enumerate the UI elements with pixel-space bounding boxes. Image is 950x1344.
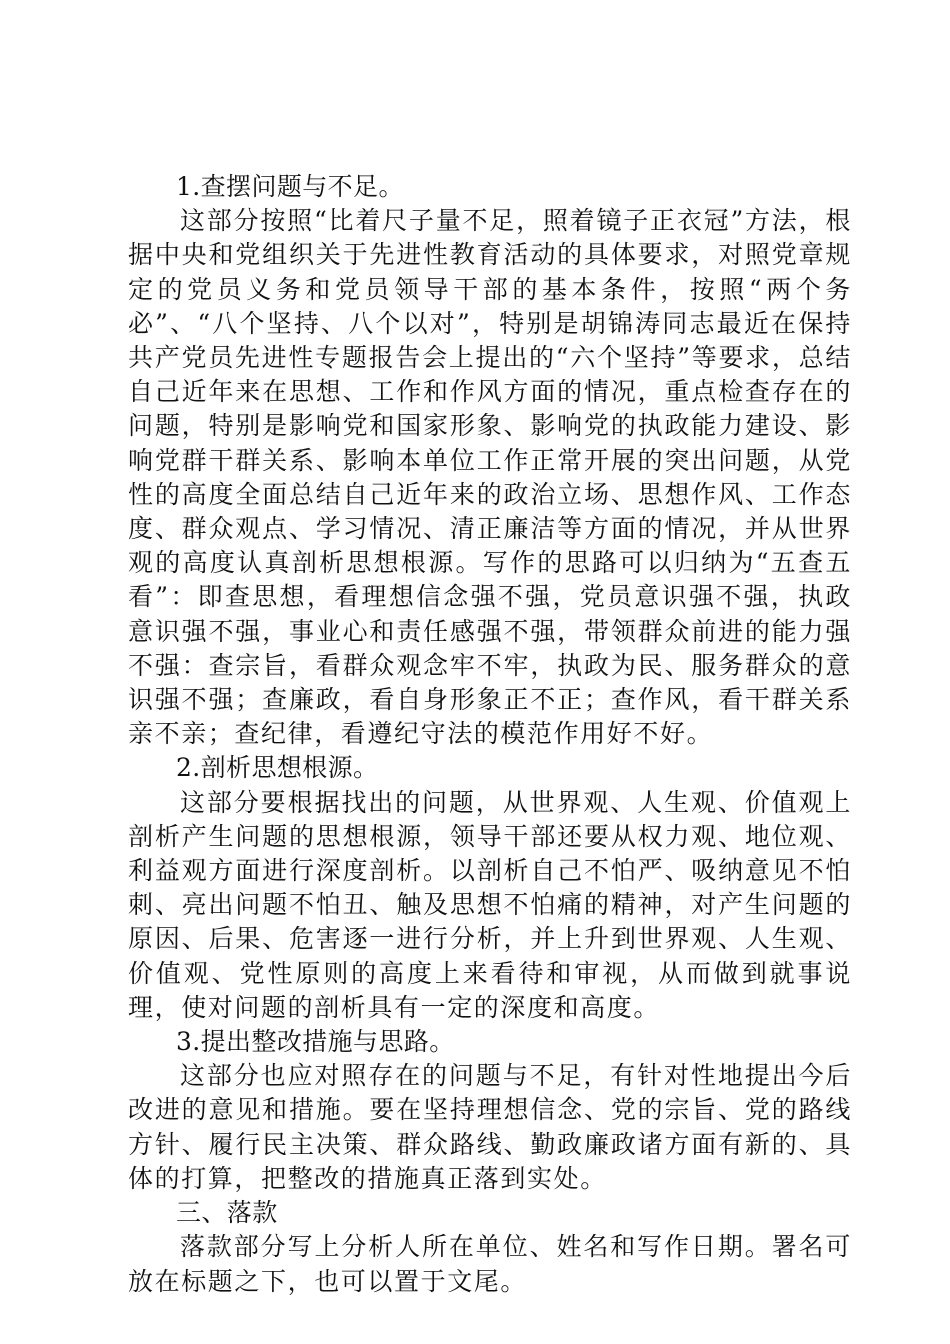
section-heading-1: 1.查摆问题与不足。 bbox=[176, 172, 404, 201]
section-heading-3: 3.提出整改措施与思路。 bbox=[176, 1027, 455, 1057]
section-paragraph-2: 这部分要根据找出的问题，从世界观、人生观、价值观上剖析产生问题的思想根源，领导干部还要从权力观、地位观、利益观方面进行深度剖析。以剖析自己不怕严、吸纳意见不怕刺、亮出问题不怕丑、触及思想不怕痛的精神，对产生问题的原因、后果、危害逐一进行分析，并上升到世界观、人生观、价值观、党性原则的高度上来看待和审视，从而做到就事说理，使对问题的剖析具有一定的深度和高度。 bbox=[128, 787, 852, 1022]
section-paragraph-3: 这部分也应对照存在的问题与不足，有针对性地提出今后改进的意见和措施。要在坚持理想信念、党的宗旨、党的路线方针、履行民主决策、群众路线、勤政廉政诸方面有新的、具体的打算，把整改的措施真正落到实处。 bbox=[128, 1061, 852, 1193]
section-paragraph-1: 这部分按照“比着尺子量不足，照着镜子正衣冠”方法，根据中央和党组织关于先进性教育活动的具体要求，对照党章规定的党员义务和党员领导干部的基本条件，按照“两个务必”、“八个坚持、八个以对”，特别是胡锦涛同志最近在保持共产党员先进性专题报告会上提出的“六个坚持”等要求，总结自己近年来在思想、工作和作风方面的情况，重点检查存在的问题，特别是影响党和国家形象、影响党的执政能力建设、影响党群干群关系、影响本单位工作正常开展的突出问题，从党性的高度全面总结自己近年来的政治立场、思想作风、工作态度、群众观点、学习情况、清正廉洁等方面的情况，并从世界观的高度认真剖析思想根源。写作的思路可以归纳为“五查五看”：即查思想，看理想信念强不强，党员意识强不强，执政意识强不强，事业心和责任感强不强，带领群众前进的能力强不强：查宗旨，看群众观念牢不牢，执政为民、服务群众的意识强不强；查廉政，看自身形象正不正；查作风，看干群关系亲不亲；查纪律，看遵纪守法的模范作用好不好。 bbox=[128, 206, 852, 749]
section-heading-4: 三、落款 bbox=[176, 1198, 278, 1228]
document-body bbox=[128, 170, 852, 1299]
section-heading-2: 2.剖析思想根源。 bbox=[176, 753, 379, 783]
section-paragraph-4: 落款部分写上分析人所在单位、姓名和写作日期。署名可放在标题之下，也可以置于文尾。 bbox=[128, 1232, 852, 1296]
